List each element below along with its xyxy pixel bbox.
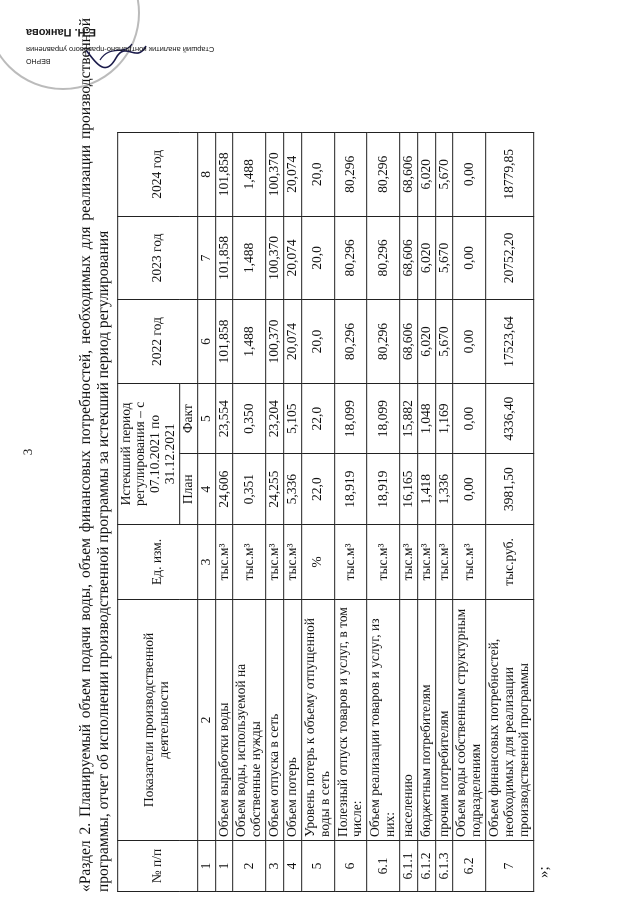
header-fact: Факт <box>180 383 198 454</box>
numbering-cell: 2 <box>197 599 215 840</box>
row-2022: 20,0 <box>302 300 335 384</box>
row-plan: 1,418 <box>417 454 435 525</box>
table-row <box>284 133 302 892</box>
row-2022: 6,020 <box>417 300 435 384</box>
row-2023: 20,0 <box>302 216 335 300</box>
row-no: 4 <box>284 840 302 891</box>
numbering-row <box>197 133 215 892</box>
table-row <box>215 133 233 892</box>
row-indicator: Объем воды, используемой на собственные нужды <box>233 599 266 840</box>
row-no: 3 <box>266 840 284 891</box>
row-no: 6.1.2 <box>417 840 435 891</box>
row-2024: 1,488 <box>233 133 266 217</box>
row-2024: 100,370 <box>266 133 284 217</box>
row-fact: 4336,40 <box>486 383 534 454</box>
row-2024: 20,0 <box>302 133 335 217</box>
row-fact: 23,204 <box>266 383 284 454</box>
numbering-cell: 8 <box>197 133 215 217</box>
numbering-cell: 4 <box>197 454 215 525</box>
row-no: 1 <box>215 840 233 891</box>
table-row <box>435 133 453 892</box>
row-no: 6.1.3 <box>435 840 453 891</box>
table-row <box>417 133 435 892</box>
header-unit: Ед. изм. <box>117 525 197 600</box>
table-row <box>266 133 284 892</box>
row-indicator: Полезный отпуск товаров и услуг, в том числе: <box>334 599 367 840</box>
row-fact: 0,350 <box>233 383 266 454</box>
row-plan: 24,606 <box>215 454 233 525</box>
row-fact: 22,0 <box>302 383 335 454</box>
row-plan: 5,336 <box>284 454 302 525</box>
row-no: 2 <box>233 840 266 891</box>
row-2022: 68,606 <box>400 300 418 384</box>
row-unit: тыс.м³ <box>417 525 435 600</box>
production-program-table <box>117 132 534 892</box>
stamp-verified: ВЕРНО <box>26 57 51 64</box>
row-2024: 80,296 <box>367 133 400 217</box>
row-2023: 1,488 <box>233 216 266 300</box>
row-no: 6 <box>334 840 367 891</box>
row-2023: 6,020 <box>417 216 435 300</box>
row-unit: тыс.м³ <box>233 525 266 600</box>
row-indicator: Объем реализации товаров и услуг, из них: <box>367 599 400 840</box>
row-2022: 80,296 <box>334 300 367 384</box>
row-2024: 5,670 <box>435 133 453 217</box>
row-unit: тыс.м³ <box>266 525 284 600</box>
row-indicator: бюджетным потребителям <box>417 599 435 840</box>
row-2024: 18779,85 <box>486 133 534 217</box>
row-2023: 20,074 <box>284 216 302 300</box>
row-2023: 101,858 <box>215 216 233 300</box>
row-unit: тыс.м³ <box>400 525 418 600</box>
closing-quote: »; <box>535 866 552 878</box>
header-2022: 2022 год <box>117 300 197 384</box>
section-heading: «Раздел 2. Планируемый объем подачи воды, объем финансовых потребностей, необходимых для реализации производственной программы, отчет об исполнении производственной программы за истекший период регулирования <box>77 18 113 892</box>
row-2022: 20,074 <box>284 300 302 384</box>
row-2023: 80,296 <box>334 216 367 300</box>
row-unit: тыс.м³ <box>334 525 367 600</box>
row-fact: 15,882 <box>400 383 418 454</box>
row-plan: 22,0 <box>302 454 335 525</box>
row-plan: 0,00 <box>453 454 486 525</box>
numbering-cell: 5 <box>197 383 215 454</box>
row-fact: 1,048 <box>417 383 435 454</box>
row-2022: 5,670 <box>435 300 453 384</box>
row-2024: 20,074 <box>284 133 302 217</box>
row-plan: 24,255 <box>266 454 284 525</box>
row-2024: 0,00 <box>453 133 486 217</box>
row-2023: 68,606 <box>400 216 418 300</box>
row-indicator: Объем финансовых потребностей, необходимых для реализации производственной программы <box>486 599 534 840</box>
row-unit: % <box>302 525 335 600</box>
row-2022: 80,296 <box>367 300 400 384</box>
row-indicator: прочим потребителям <box>435 599 453 840</box>
row-fact: 0,00 <box>453 383 486 454</box>
row-no: 6.2 <box>453 840 486 891</box>
numbering-cell: 1 <box>197 840 215 891</box>
table-row <box>400 133 418 892</box>
row-unit: тыс.м³ <box>284 525 302 600</box>
table-row <box>233 133 266 892</box>
row-unit: тыс.руб. <box>486 525 534 600</box>
table-row <box>302 133 335 892</box>
stamp-name: Е.Н. Панкова <box>26 26 96 38</box>
row-plan: 18,919 <box>367 454 400 525</box>
certification-stamp <box>20 20 220 100</box>
row-2022: 100,370 <box>266 300 284 384</box>
row-indicator: населению <box>400 599 418 840</box>
row-unit: тыс.м³ <box>367 525 400 600</box>
row-2023: 100,370 <box>266 216 284 300</box>
row-indicator: Объем потерь <box>284 599 302 840</box>
stamp-role: Старший аналитик контрольно-правового управления <box>26 45 215 54</box>
row-plan: 1,336 <box>435 454 453 525</box>
row-2023: 0,00 <box>453 216 486 300</box>
header-plan: План <box>180 454 198 525</box>
table-row <box>367 133 400 892</box>
row-2023: 5,670 <box>435 216 453 300</box>
row-fact: 18,099 <box>334 383 367 454</box>
row-no: 7 <box>486 840 534 891</box>
row-indicator: Уровень потерь к объему отпущенной воды в сеть <box>302 599 335 840</box>
row-2022: 0,00 <box>453 300 486 384</box>
header-period: Истекший период регулирования – с 07.10.2021 по 31.12.2021 <box>117 383 179 524</box>
row-fact: 23,554 <box>215 383 233 454</box>
page-number: 3 <box>20 448 35 456</box>
rotated-document <box>77 12 553 892</box>
numbering-cell: 7 <box>197 216 215 300</box>
row-2022: 101,858 <box>215 300 233 384</box>
row-plan: 18,919 <box>334 454 367 525</box>
row-2023: 80,296 <box>367 216 400 300</box>
row-plan: 3981,50 <box>486 454 534 525</box>
numbering-cell: 6 <box>197 300 215 384</box>
table-row <box>453 133 486 892</box>
header-2024: 2024 год <box>117 133 197 217</box>
row-unit: тыс.м³ <box>453 525 486 600</box>
row-no: 6.1 <box>367 840 400 891</box>
row-fact: 5,105 <box>284 383 302 454</box>
row-fact: 1,169 <box>435 383 453 454</box>
row-indicator: Объем выработки воды <box>215 599 233 840</box>
row-plan: 0,351 <box>233 454 266 525</box>
row-2023: 20752,20 <box>486 216 534 300</box>
row-unit: тыс.м³ <box>435 525 453 600</box>
row-no: 6.1.1 <box>400 840 418 891</box>
table-row <box>486 133 534 892</box>
numbering-cell: 3 <box>197 525 215 600</box>
table-row <box>334 133 367 892</box>
row-indicator: Объем воды собственным структурным подразделениям <box>453 599 486 840</box>
row-unit: тыс.м³ <box>215 525 233 600</box>
header-indicator: Показатели производственной деятельности <box>117 599 197 840</box>
row-fact: 18,099 <box>367 383 400 454</box>
row-2024: 68,606 <box>400 133 418 217</box>
row-2024: 6,020 <box>417 133 435 217</box>
header-2023: 2023 год <box>117 216 197 300</box>
row-plan: 16,165 <box>400 454 418 525</box>
row-2024: 101,858 <box>215 133 233 217</box>
row-2022: 17523,64 <box>486 300 534 384</box>
row-2022: 1,488 <box>233 300 266 384</box>
row-indicator: Объем отпуска в сеть <box>266 599 284 840</box>
row-no: 5 <box>302 840 335 891</box>
header-no: № п/п <box>117 840 197 891</box>
row-2024: 80,296 <box>334 133 367 217</box>
